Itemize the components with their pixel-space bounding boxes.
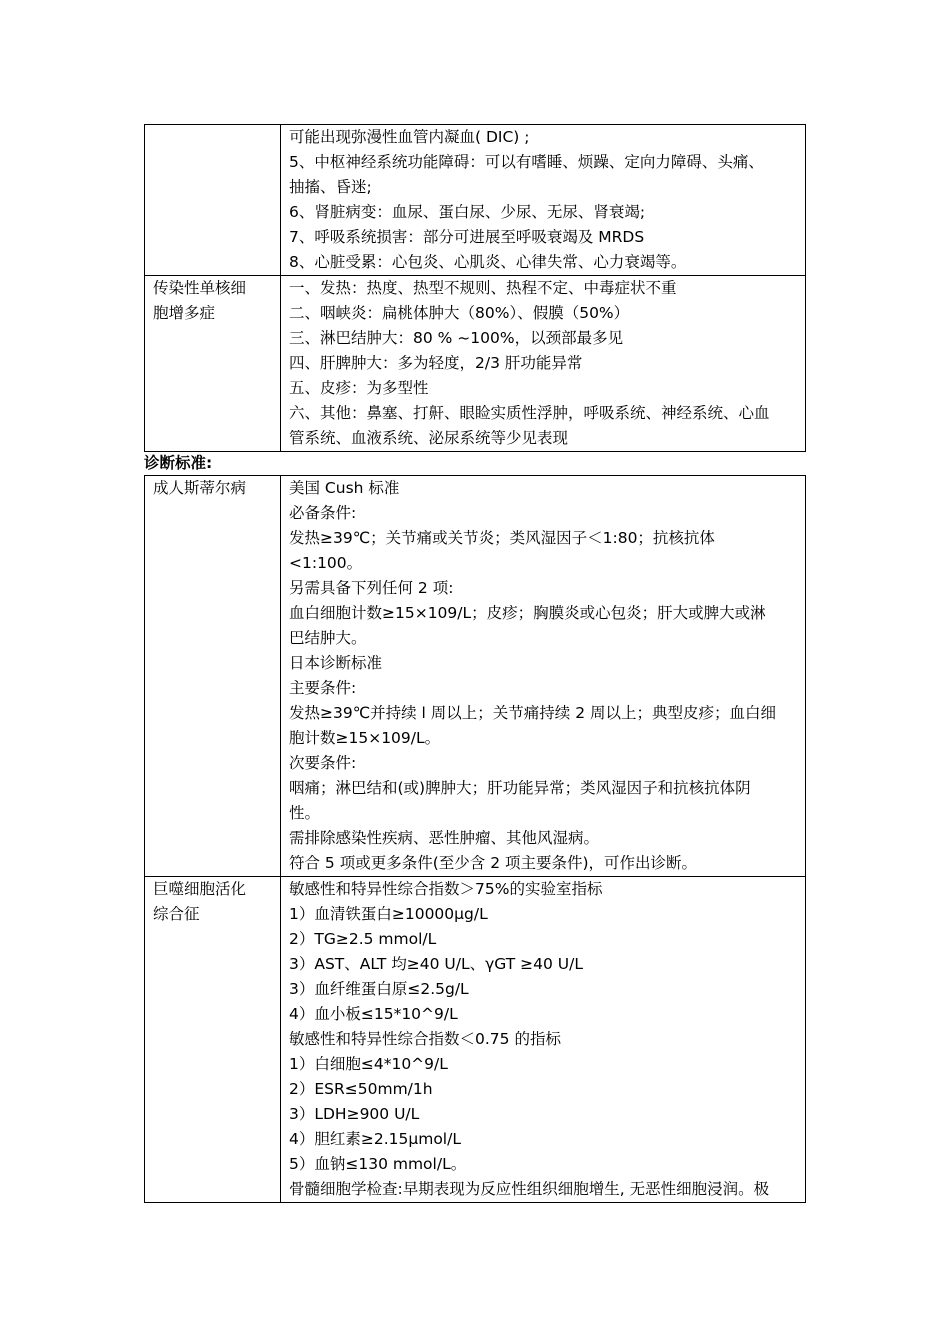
text-line: 次要条件: — [289, 754, 357, 772]
text-line: 2）ESR≤50mm/1h — [289, 1080, 433, 1098]
description-cell — [281, 476, 806, 877]
description-cell — [281, 125, 806, 276]
text-line: 3）LDH≥900 U/L — [289, 1105, 420, 1123]
disease-name: 胞增多症 — [153, 304, 216, 322]
text-line: 8、心脏受累：心包炎、心肌炎、心律失常、心力衰竭等。 — [289, 253, 687, 271]
text-line: 六、其他：鼻塞、打鼾、眼睑实质性浮肿，呼吸系统、神经系统、心血 — [289, 404, 770, 422]
disease-name-cell — [145, 877, 281, 1203]
text-line: 3）AST、ALT 均≥40 U/L、γGT ≥40 U/L — [289, 955, 583, 973]
disease-name-cell — [145, 476, 281, 877]
text-line: 必备条件: — [289, 504, 357, 522]
table-row — [145, 125, 806, 276]
text-line: 二、咽峡炎：扁桃体肿大（80%）、假膜（50%） — [289, 304, 630, 322]
disease-name: 成人斯蒂尔病 — [153, 479, 247, 497]
text-line: 敏感性和特异性综合指数＞75%的实验室指标 — [289, 880, 603, 898]
table-row — [145, 276, 806, 452]
text-line: 需排除感染性疾病、恶性肿瘤、其他风湿病。 — [289, 829, 600, 847]
disease-name: 传染性单核细 — [153, 279, 247, 297]
disease-name-cell — [145, 276, 281, 452]
text-line: 另需具备下列任何 2 项: — [289, 579, 454, 597]
text-line: 敏感性和特异性综合指数＜0.75 的指标 — [289, 1030, 561, 1048]
text-line: 一、发热：热度、热型不规则、热程不定、中毒症状不重 — [289, 279, 677, 297]
table-row — [145, 877, 806, 1203]
text-line: 6、肾脏病变：血尿、蛋白尿、少尿、无尿、肾衰竭; — [289, 203, 646, 221]
text-line: 4）血小板≤15*10^9/L — [289, 1005, 458, 1023]
disease-name: 巨噬细胞活化 — [153, 880, 247, 898]
disease-name: 综合征 — [153, 905, 200, 923]
text-line: <1:100。 — [289, 554, 363, 572]
text-line: 日本诊断标准 — [289, 654, 383, 672]
text-line: 发热≥39℃；关节痛或关节炎；类风湿因子＜1:80；抗核抗体 — [289, 529, 715, 547]
text-line: 发热≥39℃并持续 l 周以上；关节痛持续 2 周以上；典型皮疹；血白细 — [289, 704, 776, 722]
text-line: 5）血钠≤130 mmol/L。 — [289, 1155, 467, 1173]
text-line: 可能出现弥漫性血管内凝血( DIC) ; — [289, 128, 530, 146]
text-line: 4）胆红素≥2.15μmol/L — [289, 1130, 461, 1148]
disease-name-cell — [145, 125, 281, 276]
section-heading: 诊断标准: — [144, 454, 213, 472]
description-cell — [281, 276, 806, 452]
table-row — [145, 476, 806, 877]
text-line: 7、呼吸系统损害：部分可进展至呼吸衰竭及 MRDS — [289, 228, 645, 246]
text-line: 5、中枢神经系统功能障碍：可以有嗜睡、烦躁、定向力障碍、头痛、 — [289, 153, 764, 171]
text-line: 1）血清铁蛋白≥10000μg/L — [289, 905, 488, 923]
text-line: 巴结肿大。 — [289, 629, 367, 647]
text-line: 三、淋巴结肿大：80 % ~100%，以颈部最多见 — [289, 329, 624, 347]
text-line: 2）TG≥2.5 mmol/L — [289, 930, 437, 948]
text-line: 骨髓细胞学检查:早期表现为反应性组织细胞增生, 无恶性细胞浸润。极 — [289, 1180, 770, 1198]
text-line: 美国 Cush 标准 — [289, 479, 400, 497]
text-line: 性。 — [289, 804, 321, 822]
text-line: 主要条件: — [289, 679, 357, 697]
diagnostic-criteria-table — [144, 475, 806, 1203]
text-line: 符合 5 项或更多条件(至少含 2 项主要条件)，可作出诊断。 — [289, 854, 698, 872]
text-line: 五、皮疹：为多型性 — [289, 379, 429, 397]
text-line: 管系统、血液系统、泌尿系统等少见表现 — [289, 429, 569, 447]
symptom-table — [144, 124, 806, 452]
description-cell — [281, 877, 806, 1203]
text-line: 胞计数≥15×109/L。 — [289, 729, 441, 747]
text-line: 3）血纤维蛋白原≤2.5g/L — [289, 980, 469, 998]
text-line: 抽搐、昏迷; — [289, 178, 372, 196]
text-line: 血白细胞计数≥15×109/L；皮疹；胸膜炎或心包炎；肝大或脾大或淋 — [289, 604, 766, 622]
text-line: 1）白细胞≤4*10^9/L — [289, 1055, 448, 1073]
text-line: 四、肝脾肿大：多为轻度，2/3 肝功能异常 — [289, 354, 583, 372]
text-line: 咽痛；淋巴结和(或)脾肿大；肝功能异常；类风湿因子和抗核抗体阴 — [289, 779, 751, 797]
